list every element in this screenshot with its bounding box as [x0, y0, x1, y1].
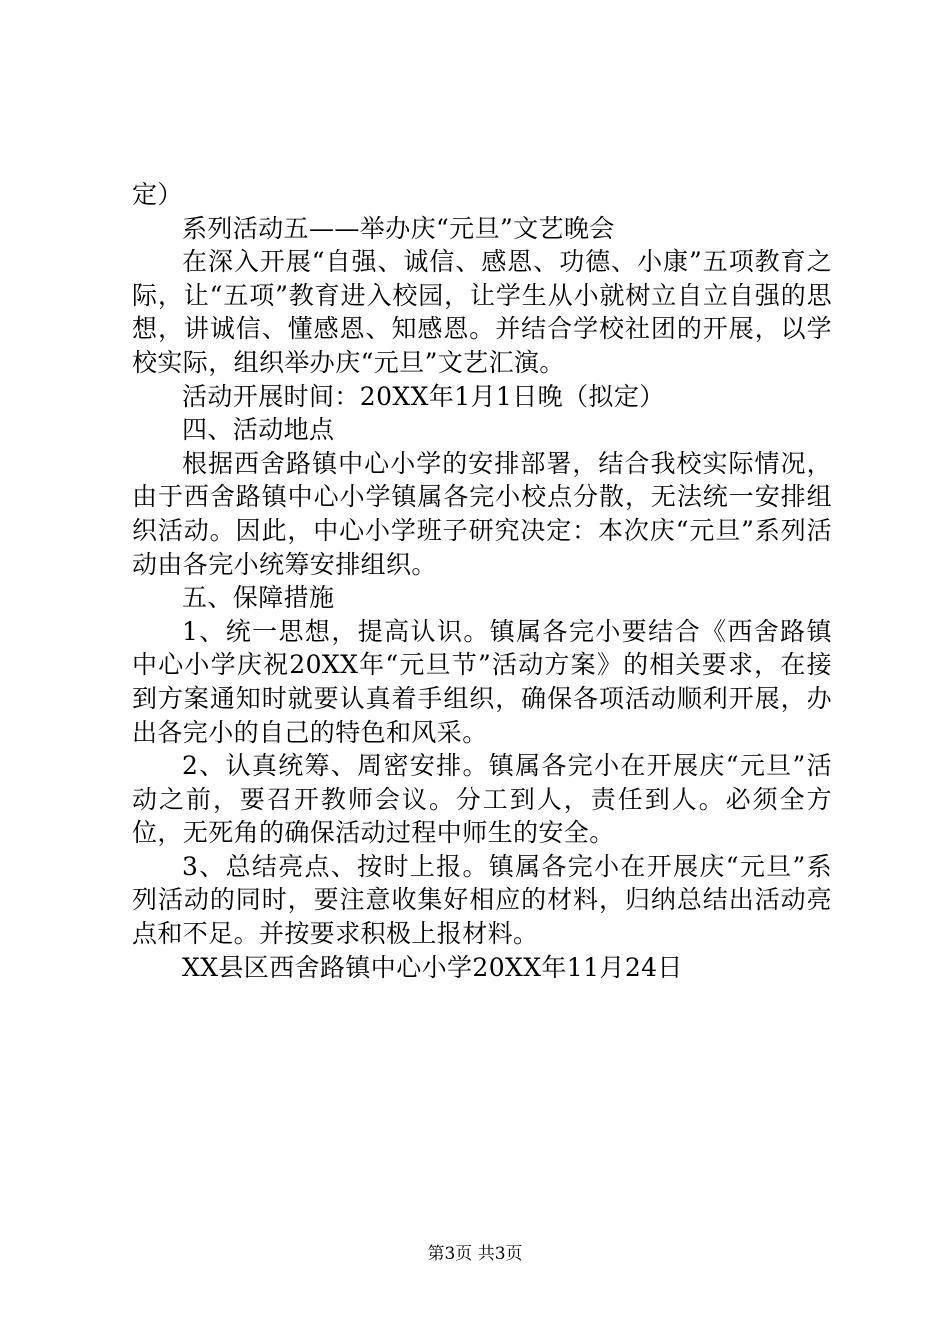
paragraph-continuation: 定） [132, 180, 183, 209]
paragraph-heading-series-activity-five: 系列活动五——举办庆“元旦”文艺晚会 [182, 213, 615, 243]
signature-line: XX县区西舍路镇中心小学20XX年11月24日 [182, 952, 683, 982]
document-body [132, 178, 832, 984]
page-number-label: 第3页 共3页 [427, 1244, 523, 1264]
paragraph-safeguard-3: 3、总结亮点、按时上报。镇属各完小在开展庆“元旦”系列活动的同时，要注意收集好相应的材料，归纳总结出活动亮点和不足。并按要求积极上报材料。 [132, 851, 832, 949]
paragraph-five-education: 在深入开展“自强、诚信、感恩、功德、小康”五项教育之际，让“五项”教育进入校园，让学生从小就树立自立自强的思想，讲诚信、懂感恩、知感恩。并结合学校社团的开展，以学校实际，组织举办庆“元旦”文艺汇演。 [132, 247, 832, 377]
paragraph-safeguard-2: 2、认真统筹、周密安排。镇属各完小在开展庆“元旦”活动之前，要召开教师会议。分工到人，责任到人。必须全方位，无死角的确保活动过程中师生的安全。 [132, 751, 832, 848]
paragraph-safeguard-1: 1、统一思想，提高认识。镇属各完小要结合《西舍路镇中心小学庆祝20XX年“元旦节”活动方案》的相关要求，在接到方案通知时就要认真着手组织，确保各项活动顺利开展，办出各完小的自己的特色和风采。 [132, 616, 832, 747]
paragraph-activity-time: 活动开展时间：20XX年1月1日晚（拟定） [182, 381, 665, 411]
section-heading-activity-location: 四、活动地点 [182, 415, 335, 445]
section-heading-safeguards: 五、保障措施 [182, 583, 335, 613]
paragraph-location-details: 根据西舍路镇中心小学的安排部署，结合我校实际情况，由于西舍路镇中心小学镇属各完小校点分散，无法统一安排组织活动。因此，中心小学班子研究决定：本次庆“元旦”系列活动由各完小统筹安排组织。 [132, 448, 832, 579]
page-footer [0, 1243, 950, 1265]
